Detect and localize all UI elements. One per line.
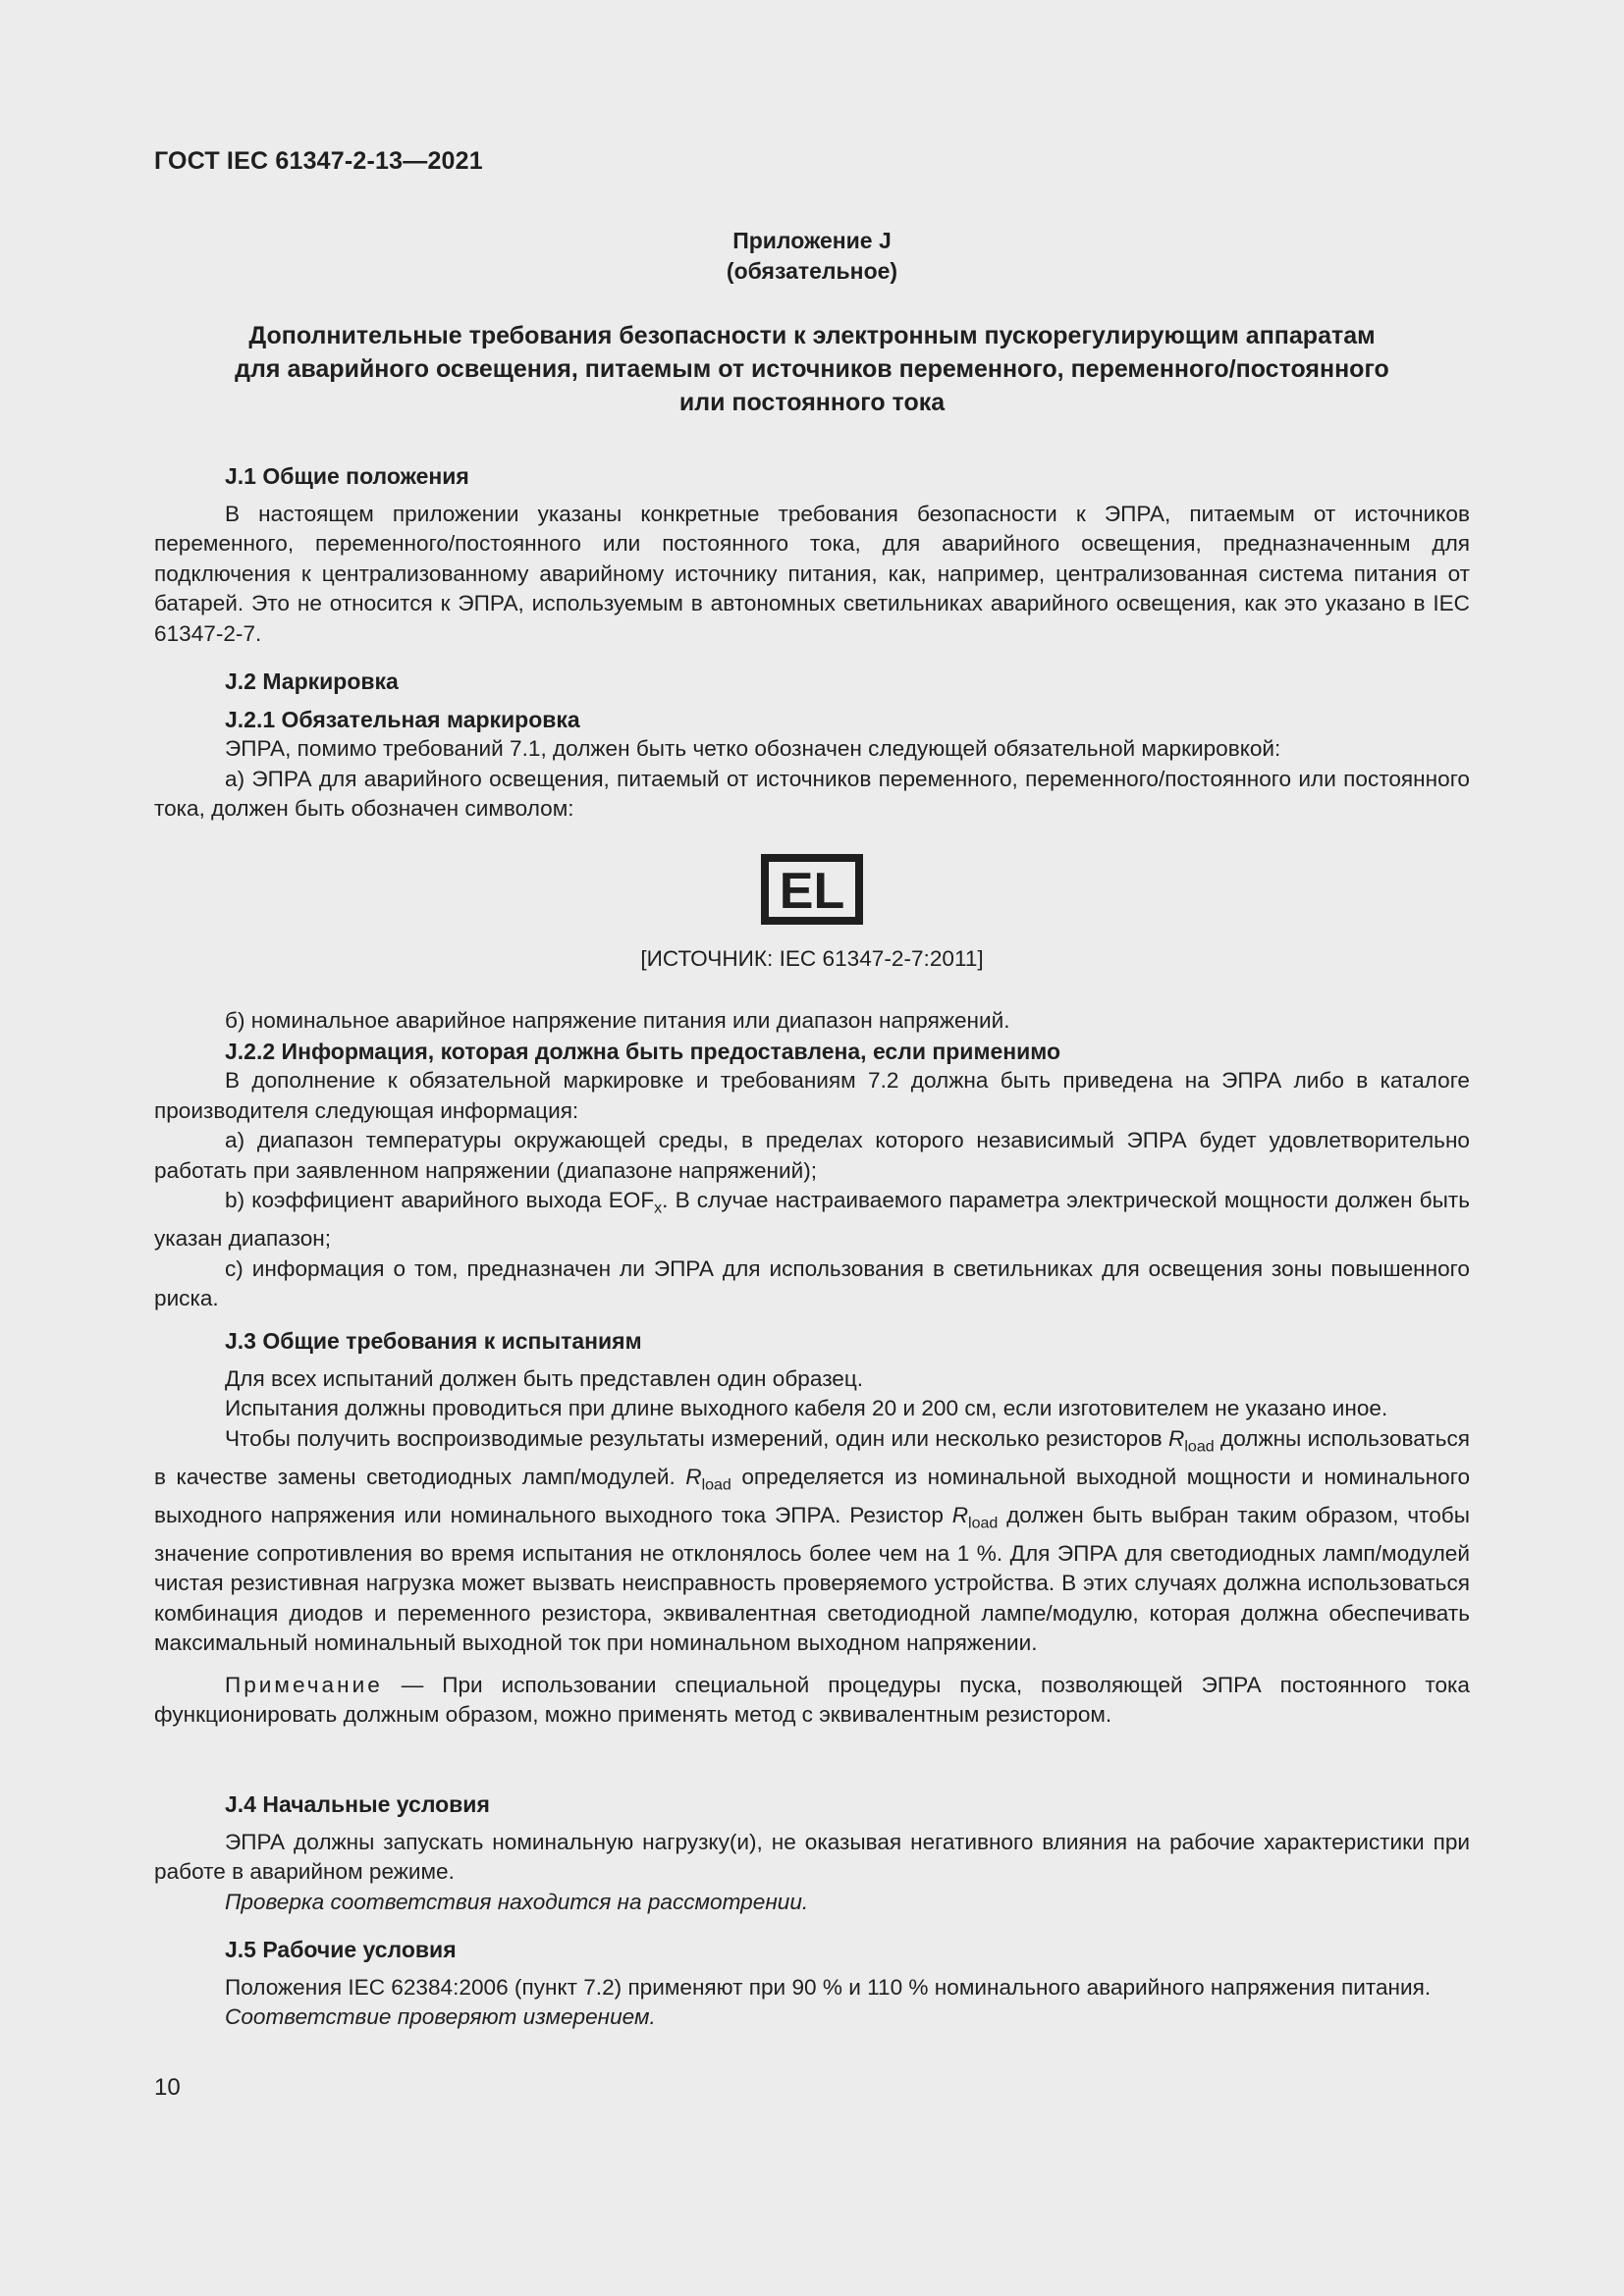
section-heading: J.4 Начальные условия xyxy=(225,1791,490,1817)
note-label: Примечание xyxy=(225,1672,383,1697)
paragraph: Для всех испытаний должен быть представлен один образец. xyxy=(225,1365,864,1391)
paragraph: В настоящем приложении указаны конкретные требования безопасности к ЭПРА, питаемым от источников переменного, переменного/постоянного или постоянного тока, для аварийного освещения, предназначенным для подключения к централизованному аварийному источнику питания, как, например, централизованная система питания от батарей. Это не относится к ЭПРА, используемым в автономных светильниках аварийного освещения, как это указано в IEC 61347-2-7. xyxy=(154,501,1470,646)
list-item: а) диапазон температуры окружающей среды, в пределах которого независимый ЭПРА будет удовлетворительно работать при заявленном напряжении (диапазоне напряжений); xyxy=(154,1128,1470,1183)
standard-header: ГОСТ IEC 61347-2-13—2021 xyxy=(154,147,483,175)
annex-title xyxy=(154,319,1470,419)
list-item: а) ЭПРА для аварийного освещения, питаемый от источников переменного, переменного/постоянного или постоянного тока, должен быть обозначен символом: xyxy=(154,766,1470,821)
annex-label: Приложение J xyxy=(732,228,892,253)
section-j1 xyxy=(154,461,1470,649)
text-run: должен быть выбран таким образом, чтобы значение сопротивления во время испытания не отклонялось более чем на 1 %. Для ЭПРА для светодиодных ламп/модулей чистая резистивная нагрузка может вызвать неисправность проверяемого устройства. В этих случаях должна использоваться комбинация диодов и переменного резистора, эквивалентная светодиодной лампе/модулю, которая должна обеспечивать максимальный номинальный выходной ток при номинальном выходном напряжении. xyxy=(154,1502,1470,1656)
item-text: . В случае настраиваемого параметра электрической мощности должен быть указан диапазон; xyxy=(154,1188,1470,1252)
subscript: load xyxy=(701,1476,731,1494)
el-symbol xyxy=(761,854,863,925)
compliance-check: Проверка соответствия находится на рассмотрении. xyxy=(225,1889,809,1914)
annex-title-line: для аварийного освещения, питаемым от источников переменного, переменного/постоянного xyxy=(235,355,1389,383)
paragraph xyxy=(154,1424,1470,1659)
section-j2-continued xyxy=(154,1006,1470,1314)
subsection-heading: J.2.2 Информация, которая должна быть предоставлена, если применимо xyxy=(225,1038,1061,1064)
page-number: 10 xyxy=(154,2074,181,2101)
text-run: должны использоваться в качестве замены светодиодных ламп/модулей. xyxy=(154,1425,1470,1489)
annex-status: (обязательное) xyxy=(726,258,898,284)
subscript: x xyxy=(654,1200,663,1217)
symbol: R xyxy=(951,1502,969,1527)
emergency-lighting-icon xyxy=(761,854,863,925)
paragraph: ЭПРА должны запускать номинальную нагрузку(и), не оказывая негативного влияния на рабочие характеристики при работе в аварийном режиме. xyxy=(154,1829,1470,1884)
list-item: б) номинальное аварийное напряжение питания или диапазон напряжений. xyxy=(225,1008,1010,1033)
annex-title-line: Дополнительные требования безопасности к электронным пускорегулирующим аппаратам xyxy=(248,322,1376,349)
paragraph: ЭПРА, помимо требований 7.1, должен быть четко обозначен следующей обязательной маркировкой: xyxy=(225,736,1281,761)
section-heading: J.2 Маркировка xyxy=(225,668,399,694)
source-reference xyxy=(154,946,1470,972)
section-j5 xyxy=(154,1935,1470,2033)
paragraph: В дополнение к обязательной маркировке и требованиям 7.2 должна быть приведена на ЭПРА либо в каталоге производителя следующая информация: xyxy=(154,1068,1470,1123)
symbol: R xyxy=(1168,1425,1185,1451)
note xyxy=(154,1671,1470,1731)
el-symbol-text: EL xyxy=(779,863,845,920)
list-item xyxy=(154,1186,1470,1255)
paragraph: Положения IEC 62384:2006 (пункт 7.2) применяют при 90 % и 110 % номинального аварийного напряжения питания. xyxy=(225,1974,1432,2000)
section-j4 xyxy=(154,1789,1470,1917)
section-j3 xyxy=(154,1326,1470,1731)
subscript: load xyxy=(968,1515,999,1532)
subsection-heading: J.2.1 Обязательная маркировка xyxy=(225,706,580,732)
text-run: Чтобы получить воспроизводимые результаты измерений, один или несколько резисторов xyxy=(225,1425,1169,1451)
subscript: load xyxy=(1184,1438,1215,1456)
section-heading: J.5 Рабочие условия xyxy=(225,1937,457,1962)
item-text: b) коэффициент аварийного выхода EOF xyxy=(225,1188,655,1212)
section-heading: J.1 Общие положения xyxy=(225,463,469,489)
text-run: определяется из номинальной выходной мощности и номинального выходного напряжения или номинального выходного тока ЭПРА. Резистор xyxy=(154,1464,1471,1527)
symbol: R xyxy=(685,1464,702,1489)
list-item: c) информация о том, предназначен ли ЭПРА для использования в светильниках для освещения зоны повышенного риска. xyxy=(154,1255,1470,1311)
note-text: — При использовании специальной процедуры пуска, позволяющей ЭПРА постоянного тока функционировать должным образом, можно применять метод с эквивалентным резистором. xyxy=(154,1672,1470,1728)
compliance-check: Соответствие проверяют измерением. xyxy=(225,2004,656,2029)
paragraph: Испытания должны проводиться при длине выходного кабеля 20 и 200 см, если изготовителем не указано иное. xyxy=(225,1396,1388,1420)
annex-label-block xyxy=(154,226,1470,287)
section-heading: J.3 Общие требования к испытаниям xyxy=(225,1328,642,1354)
source-text: [ИСТОЧНИК: IEC 61347-2-7:2011] xyxy=(640,946,984,971)
section-j2 xyxy=(154,667,1470,825)
annex-title-line: или постоянного тока xyxy=(678,389,946,416)
